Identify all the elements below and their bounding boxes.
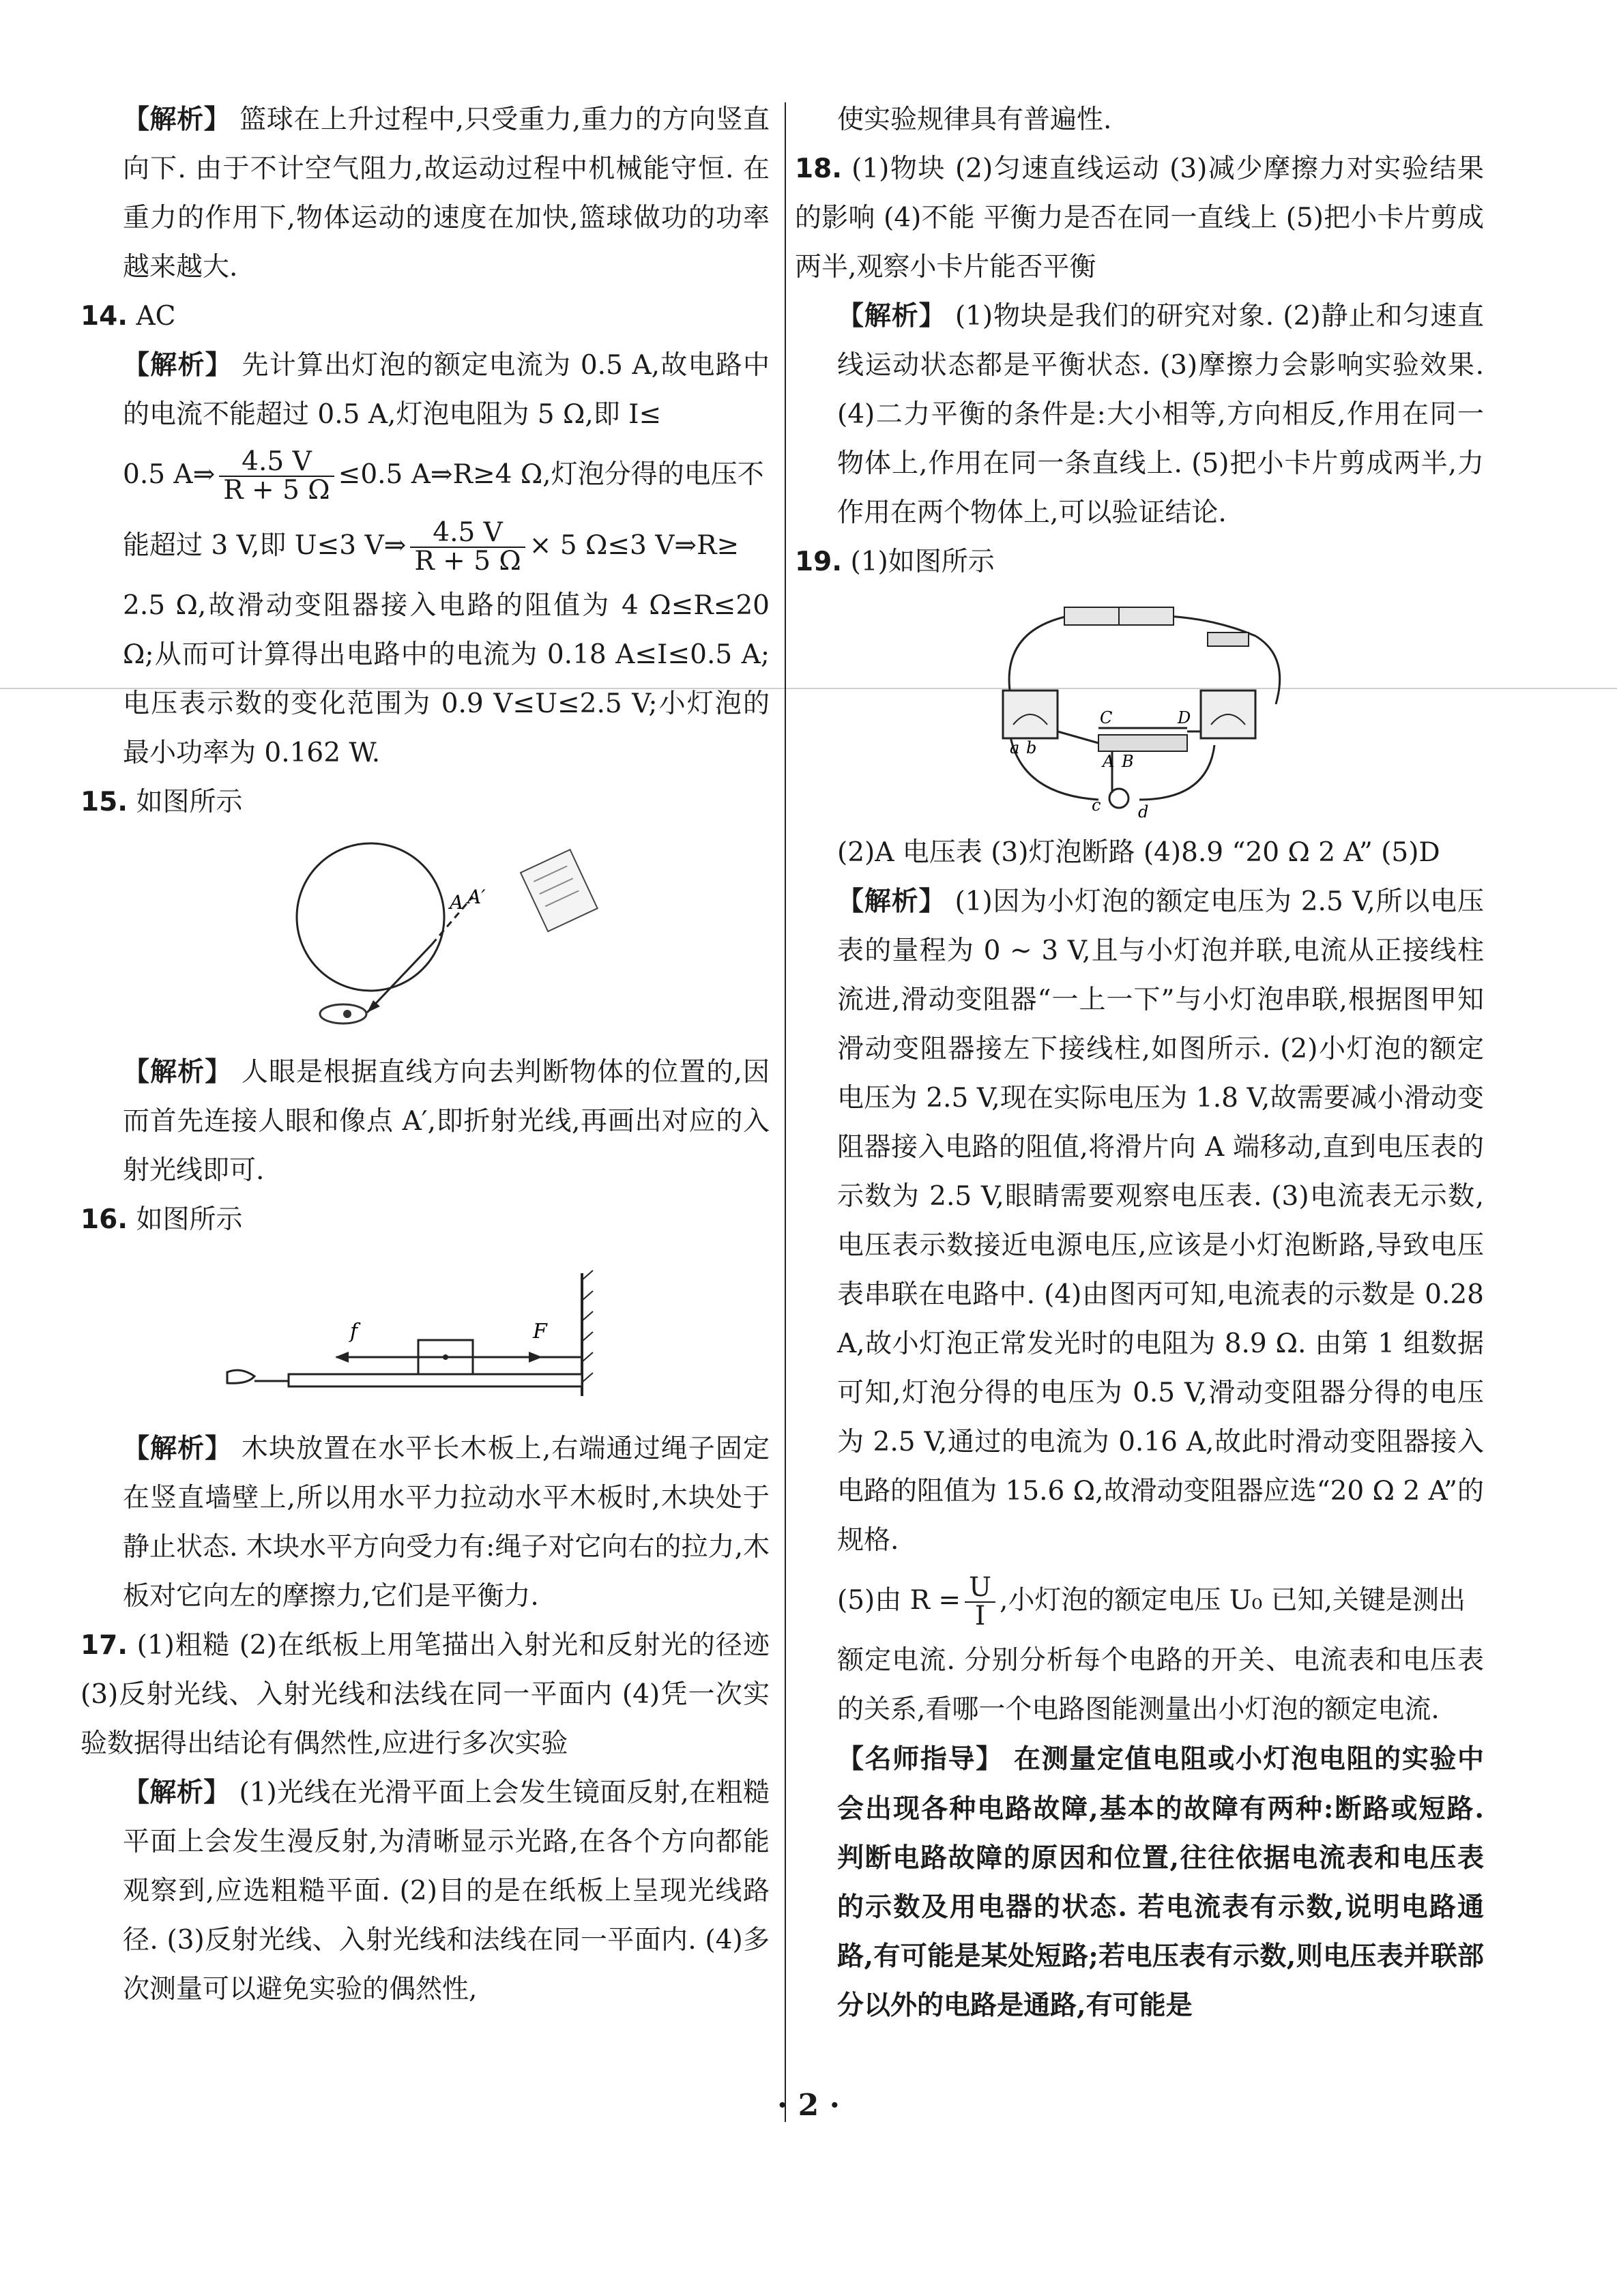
analysis-label: 【解析】: [123, 350, 233, 381]
q16-tension-arrowhead: [529, 1352, 542, 1363]
q16-analysis: [81, 1425, 770, 1621]
q14-number: 14.: [81, 301, 128, 332]
q19-label-b-upper: B: [1122, 752, 1134, 771]
q14-eq2-post: × 5 Ω≤3 V⇒R≥: [529, 530, 740, 561]
analysis-label: 【解析】: [123, 104, 231, 135]
q16-friction-figure: [214, 1253, 637, 1416]
teacher-tip-text: 在测量定值电阻或小灯泡电阻的实验中会出现各种电路故障,基本的故障有两种:断路或短路. 判断电路故障的原因和位置,往往依据电流表和电压表的示数及用电器的状态. 若电流表有示数,说明电路通路,有可能是某处短路;若电压表有示数,则电压表并联部分以外的电路是通路,有可能是: [837, 1743, 1484, 2021]
q17-analysis-continued: 使实验规律具有普遍性.: [837, 104, 1112, 135]
q18-answer: [795, 145, 1484, 292]
q18-analysis-text: (1)物块是我们的研究对象. (2)静止和匀速直线运动状态都是平衡状态. (3)摩擦力会影响实验效果. (4)二力平衡的条件是:大小相等,方向相反,作用在同一物体上,作用在同一条直线上. (5)把小卡片剪成两半,力作用在两个物体上,可以验证结论.: [837, 301, 1484, 528]
q19-fraction-numerator: U: [965, 1574, 995, 1603]
q16-wall-hatch: [582, 1270, 593, 1382]
q13-analysis-text: 篮球在上升过程中,只受重力,重力的方向竖直向下. 由于不计空气阻力,故运动过程中机械能守恒. 在重力的作用下,物体运动的速度在加快,篮球做功的功率越来越大.: [123, 104, 770, 282]
q14-analysis-text-4: 2.5 Ω,故滑动变阻器接入电路的阻值为 4 Ω≤R≤20 Ω;从而可计算得出电路中的电流为 0.18 A≤I≤0.5 A;电压表示数的变化范围为 0.9 V≤U≤2.5 V;小灯泡的最小功率为 0.162 W.: [123, 590, 770, 768]
q14-fraction-1-denominator: R + 5 Ω: [223, 475, 330, 506]
analysis-label: 【解析】: [123, 1777, 231, 1808]
q19-answer: [795, 538, 1484, 587]
q14-analysis-2: [81, 439, 770, 510]
q16-answer-text: 如图所示: [136, 1204, 243, 1235]
q19-label-a-upper: A: [1103, 752, 1115, 771]
q17-analysis: [81, 1769, 770, 2014]
q17-answer-text: (1)粗糙 (2)在纸板上用笔描出入射光和反射光的径迹 (3)反射光线、入射光线和法线在同一平面内 (4)凭一次实验数据得出结论有偶然性,应进行多次实验: [81, 1630, 770, 1759]
q17-number: 17.: [81, 1630, 128, 1661]
q15-analysis-text: 人眼是根据直线方向去判断物体的位置的,因而首先连接人眼和像点 A′,即折射光线,再画出对应的入射光线即可.: [123, 1057, 770, 1186]
q19-label-a-lower: a: [1010, 738, 1020, 757]
switch-icon: [1208, 633, 1249, 646]
q14-answer: [81, 292, 770, 341]
q14-fraction-2-denominator: R + 5 Ω: [414, 546, 521, 577]
q19-label-c-lower: c: [1092, 796, 1101, 815]
q19-analysis-5-continued: 额定电流. 分别分析每个电路的开关、电流表和电压表的关系,看哪一个电路图能测量出小灯泡的额定电流.: [837, 1645, 1484, 1725]
q15-label-a: A: [450, 891, 464, 914]
q16-friction-arrowhead: [335, 1352, 349, 1363]
q16-number: 16.: [81, 1204, 128, 1235]
q15-answer-text: 如图所示: [136, 787, 243, 817]
q14-eq1-post: ≤0.5 A⇒R≥4 Ω,灯泡分得的电压不: [338, 459, 764, 490]
q17-answer: [81, 1621, 770, 1769]
hand-icon: [227, 1370, 254, 1383]
book-icon: [521, 849, 598, 931]
q18-number: 18.: [795, 154, 843, 184]
q19-answer-text: (1)如图所示: [850, 547, 995, 577]
q15-label-a-prime: A′: [467, 886, 486, 908]
q14-fraction-1: [219, 448, 334, 504]
q16-answer: [81, 1195, 770, 1245]
q19-label-d-upper: D: [1178, 708, 1191, 727]
q19-label-d-lower: d: [1138, 802, 1149, 820]
q14-analysis-3: [81, 510, 770, 581]
eye-pupil-icon: [343, 1010, 351, 1018]
q19-fraction: [965, 1574, 995, 1630]
q17-analysis-text: (1)光线在光滑平面上会发生镜面反射,在粗糙平面上会发生漫反射,为清晰显示光路,在各个方向都能观察到,应选粗糙平面. (2)目的是在纸板上呈现光线路径. (3)反射光线、入射光线和法线在同一平面内. (4)多次测量可以避免实验的偶然性,: [123, 1777, 770, 2005]
analysis-label: 【解析】: [123, 1434, 233, 1464]
q19-eq-pre: (5)由 R =: [837, 1585, 961, 1616]
q16-label-F: F: [533, 1320, 547, 1343]
rheostat-icon: [1098, 735, 1187, 751]
q14-answer-text: AC: [136, 301, 176, 332]
q19-analysis-5: [795, 1565, 1484, 1636]
q19-label-c-upper: C: [1100, 708, 1113, 727]
q19-analysis-text: (1)因为小灯泡的额定电压为 2.5 V,所以电压表的量程为 0 ~ 3 V,且与小灯泡并联,电流从正接线柱流进,滑动变阻器“一上一下”与小灯泡串联,根据图甲知滑动变阻器接左下接线柱,如图所示. (2)小灯泡的额定电压为 2.5 V,现在实际电压为 1.8 V,故需要减小滑动变阻器接入电路的阻值,将滑片向 A 端移动,直到电压表的示数为 2.5 V,眼睛需要观察电压表. (3)电流表无示数,电压表示数接近电源电压,应该是小灯泡断路,导致电压表串联在电路中. (4)由图丙可知,电流表的示数是 0.28 A,故小灯泡正常发光时的电阻为 8.9 Ω. 由第 1 组数据可知,灯泡分得的电压为 0.5 V,滑动变阻器分得的电压为 2.5 V,通过的电流为 0.16 A,故此时滑动变阻器接入电路的阻值为 15.6 Ω,故滑动变阻器应选“20 Ω 2 A”的规格.: [837, 886, 1484, 1556]
teacher-tip: [795, 1734, 1484, 2030]
q19-answer-2: (2)A 电压表 (3)灯泡断路 (4)8.9 “20 Ω 2 A” (5)D: [837, 837, 1440, 868]
q19-wire-ammeter-rheostat: [1058, 731, 1098, 743]
q16-analysis-text: 木块放置在水平长木板上,右端通过绳子固定在竖直墙壁上,所以用水平力拉动水平木板时,木块处于静止状态. 木块水平方向受力有:绳子对它向右的拉力,木板对它向左的摩擦力,它们是平衡力.: [123, 1434, 770, 1612]
q19-number: 19.: [795, 547, 843, 577]
q19-wire-right: [1139, 745, 1214, 800]
q15-refracted-ray: [367, 944, 432, 1013]
q15-analysis: [81, 1048, 770, 1195]
analysis-label: 【解析】: [123, 1057, 233, 1088]
q19-fraction-denominator: I: [974, 1601, 986, 1631]
q19-label-b-lower: b: [1026, 738, 1037, 757]
q14-analysis-text-1: 先计算出灯泡的额定电流为 0.5 A,故电路中的电流不能超过 0.5 A,灯泡电阻为 5 Ω,即 I≤: [123, 350, 770, 430]
q13-analysis: [81, 96, 770, 292]
q14-eq1-pre: 0.5 A⇒: [123, 459, 216, 490]
q15-answer: [81, 778, 770, 827]
q18-analysis: [795, 292, 1484, 538]
teacher-tip-label: 【名师指导】: [837, 1744, 1004, 1775]
q15-refraction-figure: [248, 835, 602, 1040]
left-column: [81, 96, 770, 2014]
q14-fraction-2-numerator: 4.5 V: [410, 519, 525, 548]
q19-eq-post: ,小灯泡的额定电压 U₀ 已知,关键是测出: [999, 1585, 1466, 1616]
column-divider: [785, 102, 786, 2122]
q19-circuit-figure: [982, 595, 1296, 820]
analysis-label: 【解析】: [837, 301, 946, 332]
q14-analysis-1: [81, 341, 770, 439]
q14-fraction-1-numerator: 4.5 V: [219, 448, 334, 477]
q16-label-f: f: [350, 1320, 358, 1343]
q18-answer-text: (1)物块 (2)匀速直线运动 (3)减少摩擦力对实验结果的影响 (4)不能 平衡力是否在同一直线上 (5)把小卡片剪成两半,观察小卡片能否平衡: [795, 154, 1484, 282]
q15-sphere: [297, 843, 444, 991]
q16-long-board: [289, 1374, 582, 1386]
right-column: [795, 96, 1484, 2030]
q14-fraction-2: [410, 519, 525, 575]
q19-analysis: [795, 877, 1484, 1565]
page-number: · 2 ·: [777, 2088, 840, 2123]
q15-number: 15.: [81, 787, 128, 817]
q14-eq2-pre: 能超过 3 V,即 U≤3 V⇒: [123, 530, 407, 561]
analysis-label: 【解析】: [837, 886, 946, 917]
